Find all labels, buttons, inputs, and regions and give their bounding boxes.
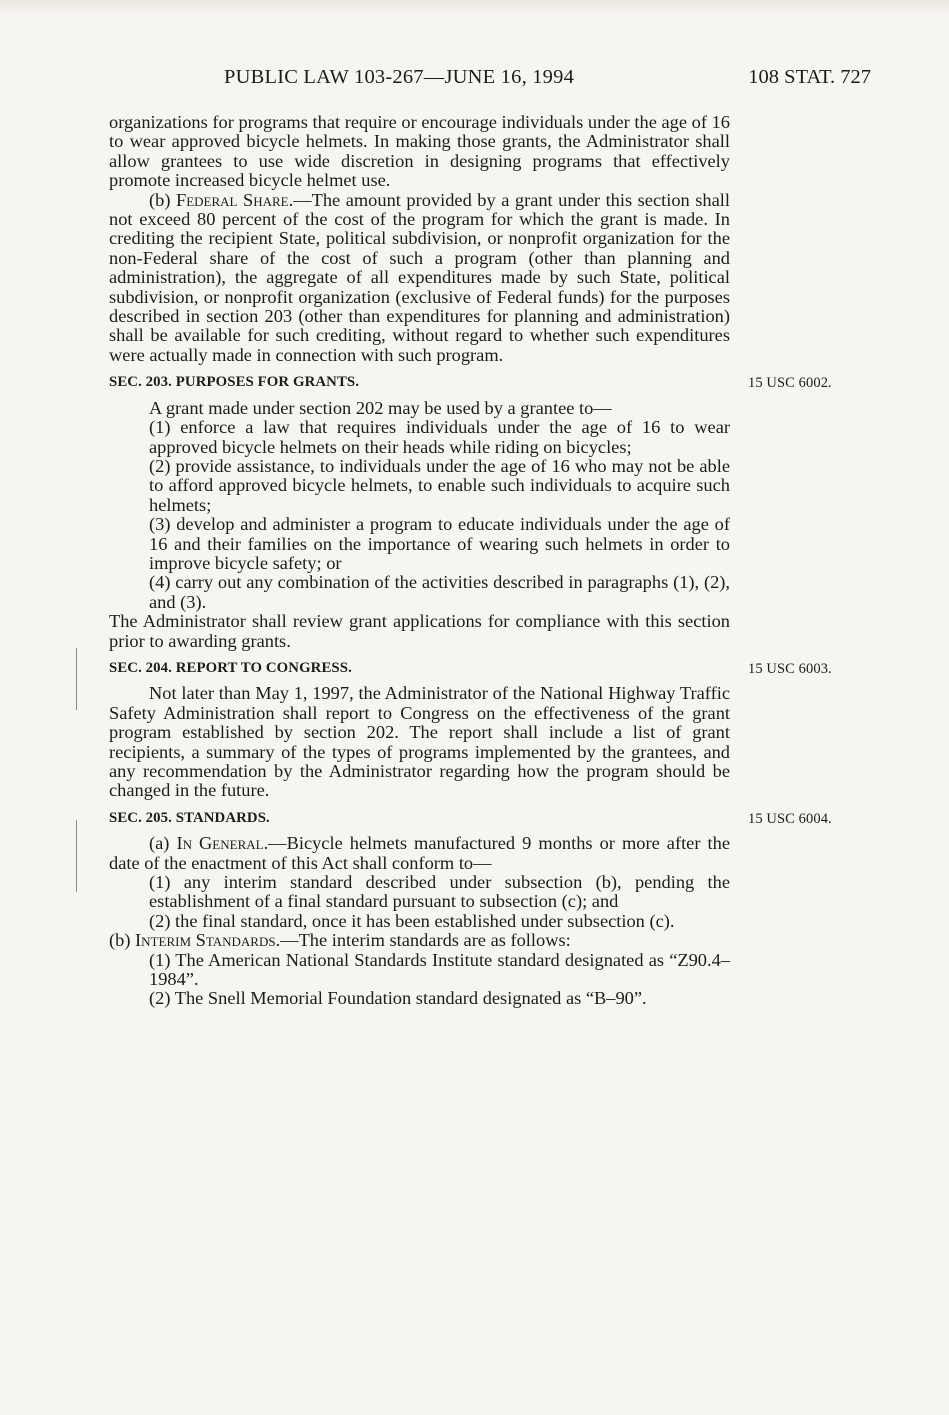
section-204-heading [109, 659, 832, 678]
list-item: (1) any interim standard described under subsection (b), pending the establishment of a final standard pursuant to subsection (c); and [149, 872, 730, 912]
list-item: (1) The American National Standards Institute standard designated as “Z90.4–1984”. [149, 949, 730, 990]
section-title: SEC. 204. REPORT TO CONGRESS. [109, 659, 352, 676]
list-item: (4) carry out any combination of the activities described in paragraphs (1), (2), and (3). [149, 572, 730, 612]
subsection-b [109, 931, 730, 950]
subsection-label: (b) [149, 189, 176, 210]
scan-edge [0, 0, 949, 14]
section-203-closing: The Administrator shall review grant applications for compliance with this section prior to awarding grants. [109, 611, 730, 651]
subsection-text: .—The interim standards are as follows: [275, 930, 571, 951]
list-item: (3) develop and administer a program to educate individuals under the age of 16 and their families on the importance of wearing such helmets in order to improve bicycle safety; or [149, 514, 730, 573]
margin-note: 15 USC 6002. [748, 375, 832, 392]
list-item: (2) provide assistance, to individuals under the age of 16 who may not be able to afford approved bicycle helmets, to enable such individuals to acquire such helmets; [149, 455, 730, 515]
margin-note: 15 USC 6003. [748, 660, 832, 677]
section-204-text: Not later than May 1, 1997, the Administrator of the National Highway Traffic Safety Administration shall report to Congress on the effectiveness of the grant program established by section 202. The report shall include a list of grant recipients, a summary of the types of programs implemented by the grantees, and any recommendation by the Administrator regarding how the program should be changed in the future. [109, 683, 730, 801]
subsection-text: .—Bicycle helmets manufactured 9 months or more after the date of the enactment of this Act shall conform to— [109, 833, 730, 873]
list-item: (2) the final standard, once it has been established under subsection (c). [149, 910, 675, 931]
paragraph: organizations for programs that require or encourage individuals under the age of 16 to wear approved bicycle helmets. In making those grants, the Administrator shall allow grantees to use wide discretion in designing programs that effectively promote increased bicycle helmet use. [109, 112, 730, 191]
body-text [109, 112, 832, 1009]
paragraph-federal-share [109, 191, 730, 366]
subsection-label: (b) [109, 930, 136, 951]
subsection-text: .—The amount provided by a grant under this section shall not exceed 80 percent of the cost of the program for which the grant is made. In crediting the recipient State, political subdivision, or nonprofit organization for the non-Federal share of the cost of such a program (other than planning and administration), the aggregate of all expenditures made by such State, political subdivision, or nonprofit organization (exclusive of Federal funds) for the purposes described in section 203 (other than expenditures for planning and administration) shall be available for such crediting, without regard to whether such expenditures were actually made in connection with such program. [109, 189, 730, 365]
running-head: PUBLIC LAW 103-267—JUNE 16, 1994 [224, 66, 575, 88]
section-title: SEC. 203. PURPOSES FOR GRANTS. [109, 374, 360, 391]
statute-reference: 108 STAT. 727 [748, 66, 871, 88]
margin-rule [76, 820, 77, 892]
margin-rule [76, 648, 77, 710]
section-205-heading [109, 809, 832, 828]
subsection-a [109, 834, 730, 873]
subsection-heading: Interim Standards [135, 930, 276, 951]
list-item: (2) The Snell Memorial Foundation standard designated as “B–90”. [149, 988, 647, 1009]
section-203-intro: A grant made under section 202 may be used by a grantee to— [149, 397, 612, 418]
section-title: SEC. 205. STANDARDS. [109, 809, 270, 826]
subsection-heading: In General [176, 833, 264, 854]
subsection-label: (a) [149, 833, 177, 854]
margin-note: 15 USC 6004. [748, 810, 832, 827]
section-203-heading [109, 373, 832, 392]
list-item: (1) enforce a law that requires individuals under the age of 16 to wear approved bicycle helmets on their heads while riding on bicycles; [149, 417, 730, 457]
subsection-heading: Federal Share [175, 189, 289, 210]
